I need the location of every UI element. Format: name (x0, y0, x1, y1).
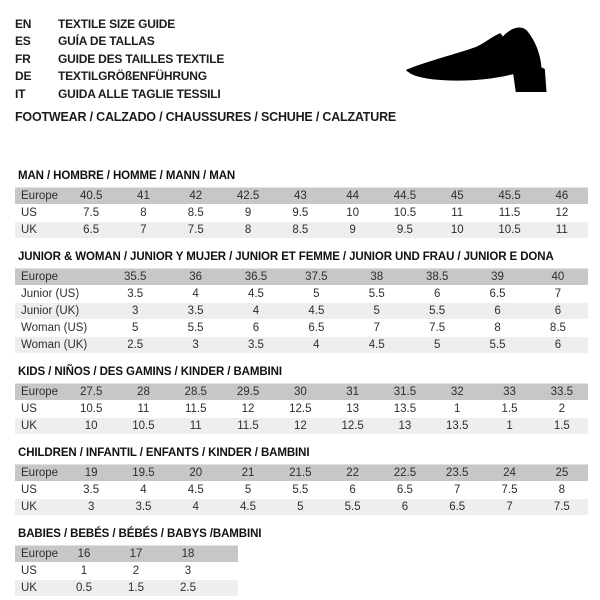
size-cell: 45 (431, 188, 483, 205)
size-cell: 17 (110, 546, 162, 563)
size-cell: 2 (110, 563, 162, 580)
row-label: Europe (15, 546, 58, 563)
size-cell: 18 (162, 546, 214, 563)
size-cell: 19.5 (117, 465, 169, 482)
size-cell: 13 (379, 418, 431, 435)
size-cell: 33.5 (536, 384, 588, 401)
row-label: US (15, 482, 65, 499)
size-cell: 8 (536, 482, 588, 499)
table-row (15, 580, 238, 597)
size-cell: 9.5 (379, 222, 431, 239)
size-cell: 5 (407, 337, 467, 354)
size-cell: 6 (528, 303, 588, 320)
language-code: EN (15, 16, 32, 31)
size-cell: 33 (483, 384, 535, 401)
section-title: CHILDREN / INFANTIL / ENFANTS / KINDER / BAMBINI (18, 446, 310, 459)
size-cell: 27.5 (65, 384, 117, 401)
size-cell: 38 (347, 269, 407, 286)
size-cell: 39 (467, 269, 527, 286)
size-cell: 10.5 (379, 205, 431, 222)
table-row (15, 563, 238, 580)
size-cell: 6.5 (431, 499, 483, 516)
size-cell: 19 (65, 465, 117, 482)
filler-cell (214, 580, 238, 597)
size-cell: 3 (65, 499, 117, 516)
filler-cell (214, 546, 238, 563)
size-table (15, 268, 588, 354)
size-cell: 10 (65, 418, 117, 435)
language-label: GUÍA DE TALLAS (58, 34, 155, 49)
size-cell: 4.5 (170, 482, 222, 499)
size-cell: 11.5 (170, 401, 222, 418)
row-label: Europe (15, 465, 65, 482)
size-cell: 5 (105, 320, 165, 337)
size-cell: 5 (274, 499, 326, 516)
table-row (15, 286, 588, 303)
table-row (15, 482, 588, 499)
size-table-section (15, 528, 588, 597)
dress-shoe-icon (391, 16, 579, 110)
size-cell: 45.5 (483, 188, 535, 205)
size-cell: 44.5 (379, 188, 431, 205)
row-label: Junior (US) (15, 286, 105, 303)
section-title: KIDS / NIÑOS / DES GAMINS / KINDER / BAMBINI (18, 365, 282, 378)
row-label: Woman (US) (15, 320, 105, 337)
size-cell: 1.5 (110, 580, 162, 597)
size-table-section (15, 366, 588, 435)
size-cell: 4 (226, 303, 286, 320)
size-cell: 6.5 (65, 222, 117, 239)
size-cell: 28 (117, 384, 169, 401)
size-cell: 23.5 (431, 465, 483, 482)
size-cell: 8 (222, 222, 274, 239)
size-cell: 6 (326, 482, 378, 499)
row-label: Junior (UK) (15, 303, 105, 320)
size-cell: 20 (170, 465, 222, 482)
size-cell: 35.5 (105, 269, 165, 286)
size-cell: 43 (274, 188, 326, 205)
size-cell: 5 (347, 303, 407, 320)
size-cell: 5.5 (347, 286, 407, 303)
size-cell: 32 (431, 384, 483, 401)
row-label: UK (15, 580, 58, 597)
size-cell: 8 (467, 320, 527, 337)
language-label: TEXTILGRÖßENFÜHRUNG (58, 69, 207, 84)
size-cell: 10.5 (117, 418, 169, 435)
size-cell: 9 (326, 222, 378, 239)
size-cell: 7.5 (536, 499, 588, 516)
size-cell: 30 (274, 384, 326, 401)
size-cell: 1 (431, 401, 483, 418)
row-label: Europe (15, 269, 105, 286)
section-title: JUNIOR & WOMAN / JUNIOR Y MUJER / JUNIOR ET FEMME / JUNIOR UND FRAU / JUNIOR E DONA (18, 250, 554, 263)
size-cell: 4.5 (222, 499, 274, 516)
size-cell: 7 (347, 320, 407, 337)
language-code: DE (15, 69, 32, 84)
table-row (15, 401, 588, 418)
size-cell: 12 (222, 401, 274, 418)
size-cell: 3.5 (105, 286, 165, 303)
size-cell: 7.5 (483, 482, 535, 499)
size-cell: 2 (536, 401, 588, 418)
row-label: UK (15, 418, 65, 435)
size-cell: 11 (117, 401, 169, 418)
size-cell: 6 (528, 337, 588, 354)
size-cell: 40 (528, 269, 588, 286)
size-cell: 13.5 (379, 401, 431, 418)
table-row (15, 337, 588, 354)
language-code: FR (15, 51, 31, 66)
size-cell: 42.5 (222, 188, 274, 205)
size-cell: 1 (58, 563, 110, 580)
size-cell: 7 (431, 482, 483, 499)
size-cell: 4 (170, 499, 222, 516)
size-table-section (15, 170, 588, 239)
table-row (15, 222, 588, 239)
size-cell: 3 (162, 563, 214, 580)
row-label: US (15, 563, 58, 580)
size-cell: 29.5 (222, 384, 274, 401)
size-cell: 31.5 (379, 384, 431, 401)
size-cell: 5.5 (467, 337, 527, 354)
size-cell: 6 (379, 499, 431, 516)
size-cell: 5 (286, 286, 346, 303)
size-cell: 9.5 (274, 205, 326, 222)
size-table-section (15, 251, 588, 354)
size-cell: 28.5 (170, 384, 222, 401)
size-cell: 12.5 (326, 418, 378, 435)
size-cell: 10.5 (483, 222, 535, 239)
size-cell: 4 (117, 482, 169, 499)
size-cell: 4.5 (347, 337, 407, 354)
table-row (15, 546, 238, 563)
size-cell: 3.5 (65, 482, 117, 499)
size-cell: 6.5 (379, 482, 431, 499)
size-cell: 8 (117, 205, 169, 222)
row-label: Europe (15, 188, 65, 205)
size-cell: 10 (431, 222, 483, 239)
size-cell: 12.5 (274, 401, 326, 418)
size-cell: 6 (407, 286, 467, 303)
size-cell: 22.5 (379, 465, 431, 482)
size-cell: 8.5 (170, 205, 222, 222)
size-cell: 21.5 (274, 465, 326, 482)
language-label: TEXTILE SIZE GUIDE (58, 16, 176, 31)
size-cell: 36.5 (226, 269, 286, 286)
size-cell: 1 (483, 418, 535, 435)
size-cell: 46 (536, 188, 588, 205)
size-cell: 21 (222, 465, 274, 482)
filler-cell (214, 563, 238, 580)
size-cell: 4 (165, 286, 225, 303)
size-cell: 31 (326, 384, 378, 401)
language-label: GUIDE DES TAILLES TEXTILE (58, 51, 225, 66)
row-label: US (15, 401, 65, 418)
size-cell: 3.5 (165, 303, 225, 320)
size-cell: 6.5 (286, 320, 346, 337)
language-label: GUIDA ALLE TAGLIE TESSILI (58, 86, 221, 101)
row-label: US (15, 205, 65, 222)
size-cell: 3 (105, 303, 165, 320)
row-label: Europe (15, 384, 65, 401)
size-cell: 5.5 (274, 482, 326, 499)
size-cell: 7 (117, 222, 169, 239)
size-cell: 6 (226, 320, 286, 337)
size-cell: 22 (326, 465, 378, 482)
size-cell: 7.5 (407, 320, 467, 337)
size-cell: 12 (274, 418, 326, 435)
size-cell: 12 (536, 205, 588, 222)
size-cell: 1.5 (536, 418, 588, 435)
size-cell: 3.5 (117, 499, 169, 516)
size-cell: 2.5 (162, 580, 214, 597)
size-cell: 13 (326, 401, 378, 418)
size-cell: 3.5 (226, 337, 286, 354)
size-cell: 4 (286, 337, 346, 354)
table-row (15, 269, 588, 286)
table-row (15, 205, 588, 222)
size-cell: 9 (222, 205, 274, 222)
size-tables (15, 170, 588, 597)
table-row (15, 320, 588, 337)
size-cell: 37.5 (286, 269, 346, 286)
size-cell: 5.5 (407, 303, 467, 320)
table-row (15, 418, 588, 435)
size-cell: 4.5 (226, 286, 286, 303)
size-cell: 24 (483, 465, 535, 482)
size-cell: 4.5 (286, 303, 346, 320)
size-cell: 10.5 (65, 401, 117, 418)
size-cell: 3 (165, 337, 225, 354)
table-row (15, 384, 588, 401)
size-cell: 25 (536, 465, 588, 482)
size-cell: 16 (58, 546, 110, 563)
section-title: BABIES / BEBÉS / BÉBÉS / BABYS /BAMBINI (18, 527, 262, 540)
size-cell: 11 (536, 222, 588, 239)
size-cell: 38.5 (407, 269, 467, 286)
table-row (15, 303, 588, 320)
size-cell: 7 (483, 499, 535, 516)
size-cell: 5 (222, 482, 274, 499)
size-table (15, 545, 238, 597)
category-heading: FOOTWEAR / CALZADO / CHAUSSURES / SCHUHE / CALZATURE (15, 109, 397, 124)
row-label: Woman (UK) (15, 337, 105, 354)
table-row (15, 465, 588, 482)
size-cell: 11 (170, 418, 222, 435)
size-cell: 2.5 (105, 337, 165, 354)
size-cell: 0.5 (58, 580, 110, 597)
size-table-section (15, 447, 588, 516)
section-title: MAN / HOMBRE / HOMME / MANN / MAN (18, 169, 236, 182)
language-code: IT (15, 86, 26, 101)
size-cell: 7 (528, 286, 588, 303)
size-cell: 5.5 (326, 499, 378, 516)
size-cell: 13.5 (431, 418, 483, 435)
size-table (15, 383, 588, 435)
size-cell: 11.5 (222, 418, 274, 435)
size-table (15, 187, 588, 239)
size-cell: 11 (431, 205, 483, 222)
size-cell: 8.5 (274, 222, 326, 239)
size-cell: 36 (165, 269, 225, 286)
table-row (15, 499, 588, 516)
size-cell: 10 (326, 205, 378, 222)
size-cell: 7.5 (65, 205, 117, 222)
table-row (15, 188, 588, 205)
size-cell: 44 (326, 188, 378, 205)
size-cell: 6 (467, 303, 527, 320)
size-cell: 40.5 (65, 188, 117, 205)
size-cell: 8.5 (528, 320, 588, 337)
size-cell: 42 (170, 188, 222, 205)
size-cell: 6.5 (467, 286, 527, 303)
row-label: UK (15, 499, 65, 516)
size-cell: 41 (117, 188, 169, 205)
size-cell: 7.5 (170, 222, 222, 239)
size-cell: 1.5 (483, 401, 535, 418)
size-cell: 11.5 (483, 205, 535, 222)
row-label: UK (15, 222, 65, 239)
size-cell: 5.5 (165, 320, 225, 337)
size-table (15, 464, 588, 516)
language-code: ES (15, 34, 31, 49)
